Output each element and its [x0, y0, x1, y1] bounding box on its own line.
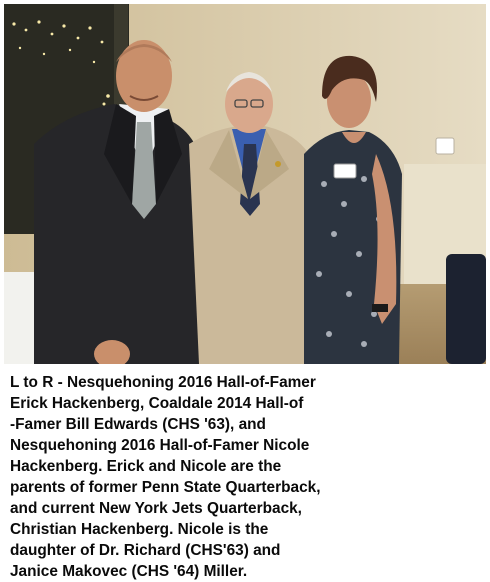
caption-line: Nesquehoning 2016 Hall-of-Famer Nicole [10, 437, 310, 454]
caption-line: Erick Hackenberg, Coaldale 2014 Hall-of [10, 395, 304, 412]
group-photo [4, 4, 486, 364]
caption-line: parents of former Penn State Quarterback, [10, 479, 321, 496]
caption-line: -Famer Bill Edwards (CHS '63), and [10, 416, 266, 433]
caption-line: L to R - Nesquehoning 2016 Hall-of-Famer [10, 374, 316, 391]
caption-line: Christian Hackenberg. Nicole is the [10, 521, 269, 538]
wall-outlet [436, 138, 454, 154]
caption-line: and current New York Jets Quarterback, [10, 500, 302, 517]
dark-chair [446, 254, 486, 364]
caption-line: Hackenberg. Erick and Nicole are the [10, 458, 282, 475]
caption-line: Janice Makovec (CHS '64) Miller. [10, 563, 248, 580]
photo-caption [10, 372, 484, 582]
caption-line: daughter of Dr. Richard (CHS'63) and [10, 542, 281, 559]
